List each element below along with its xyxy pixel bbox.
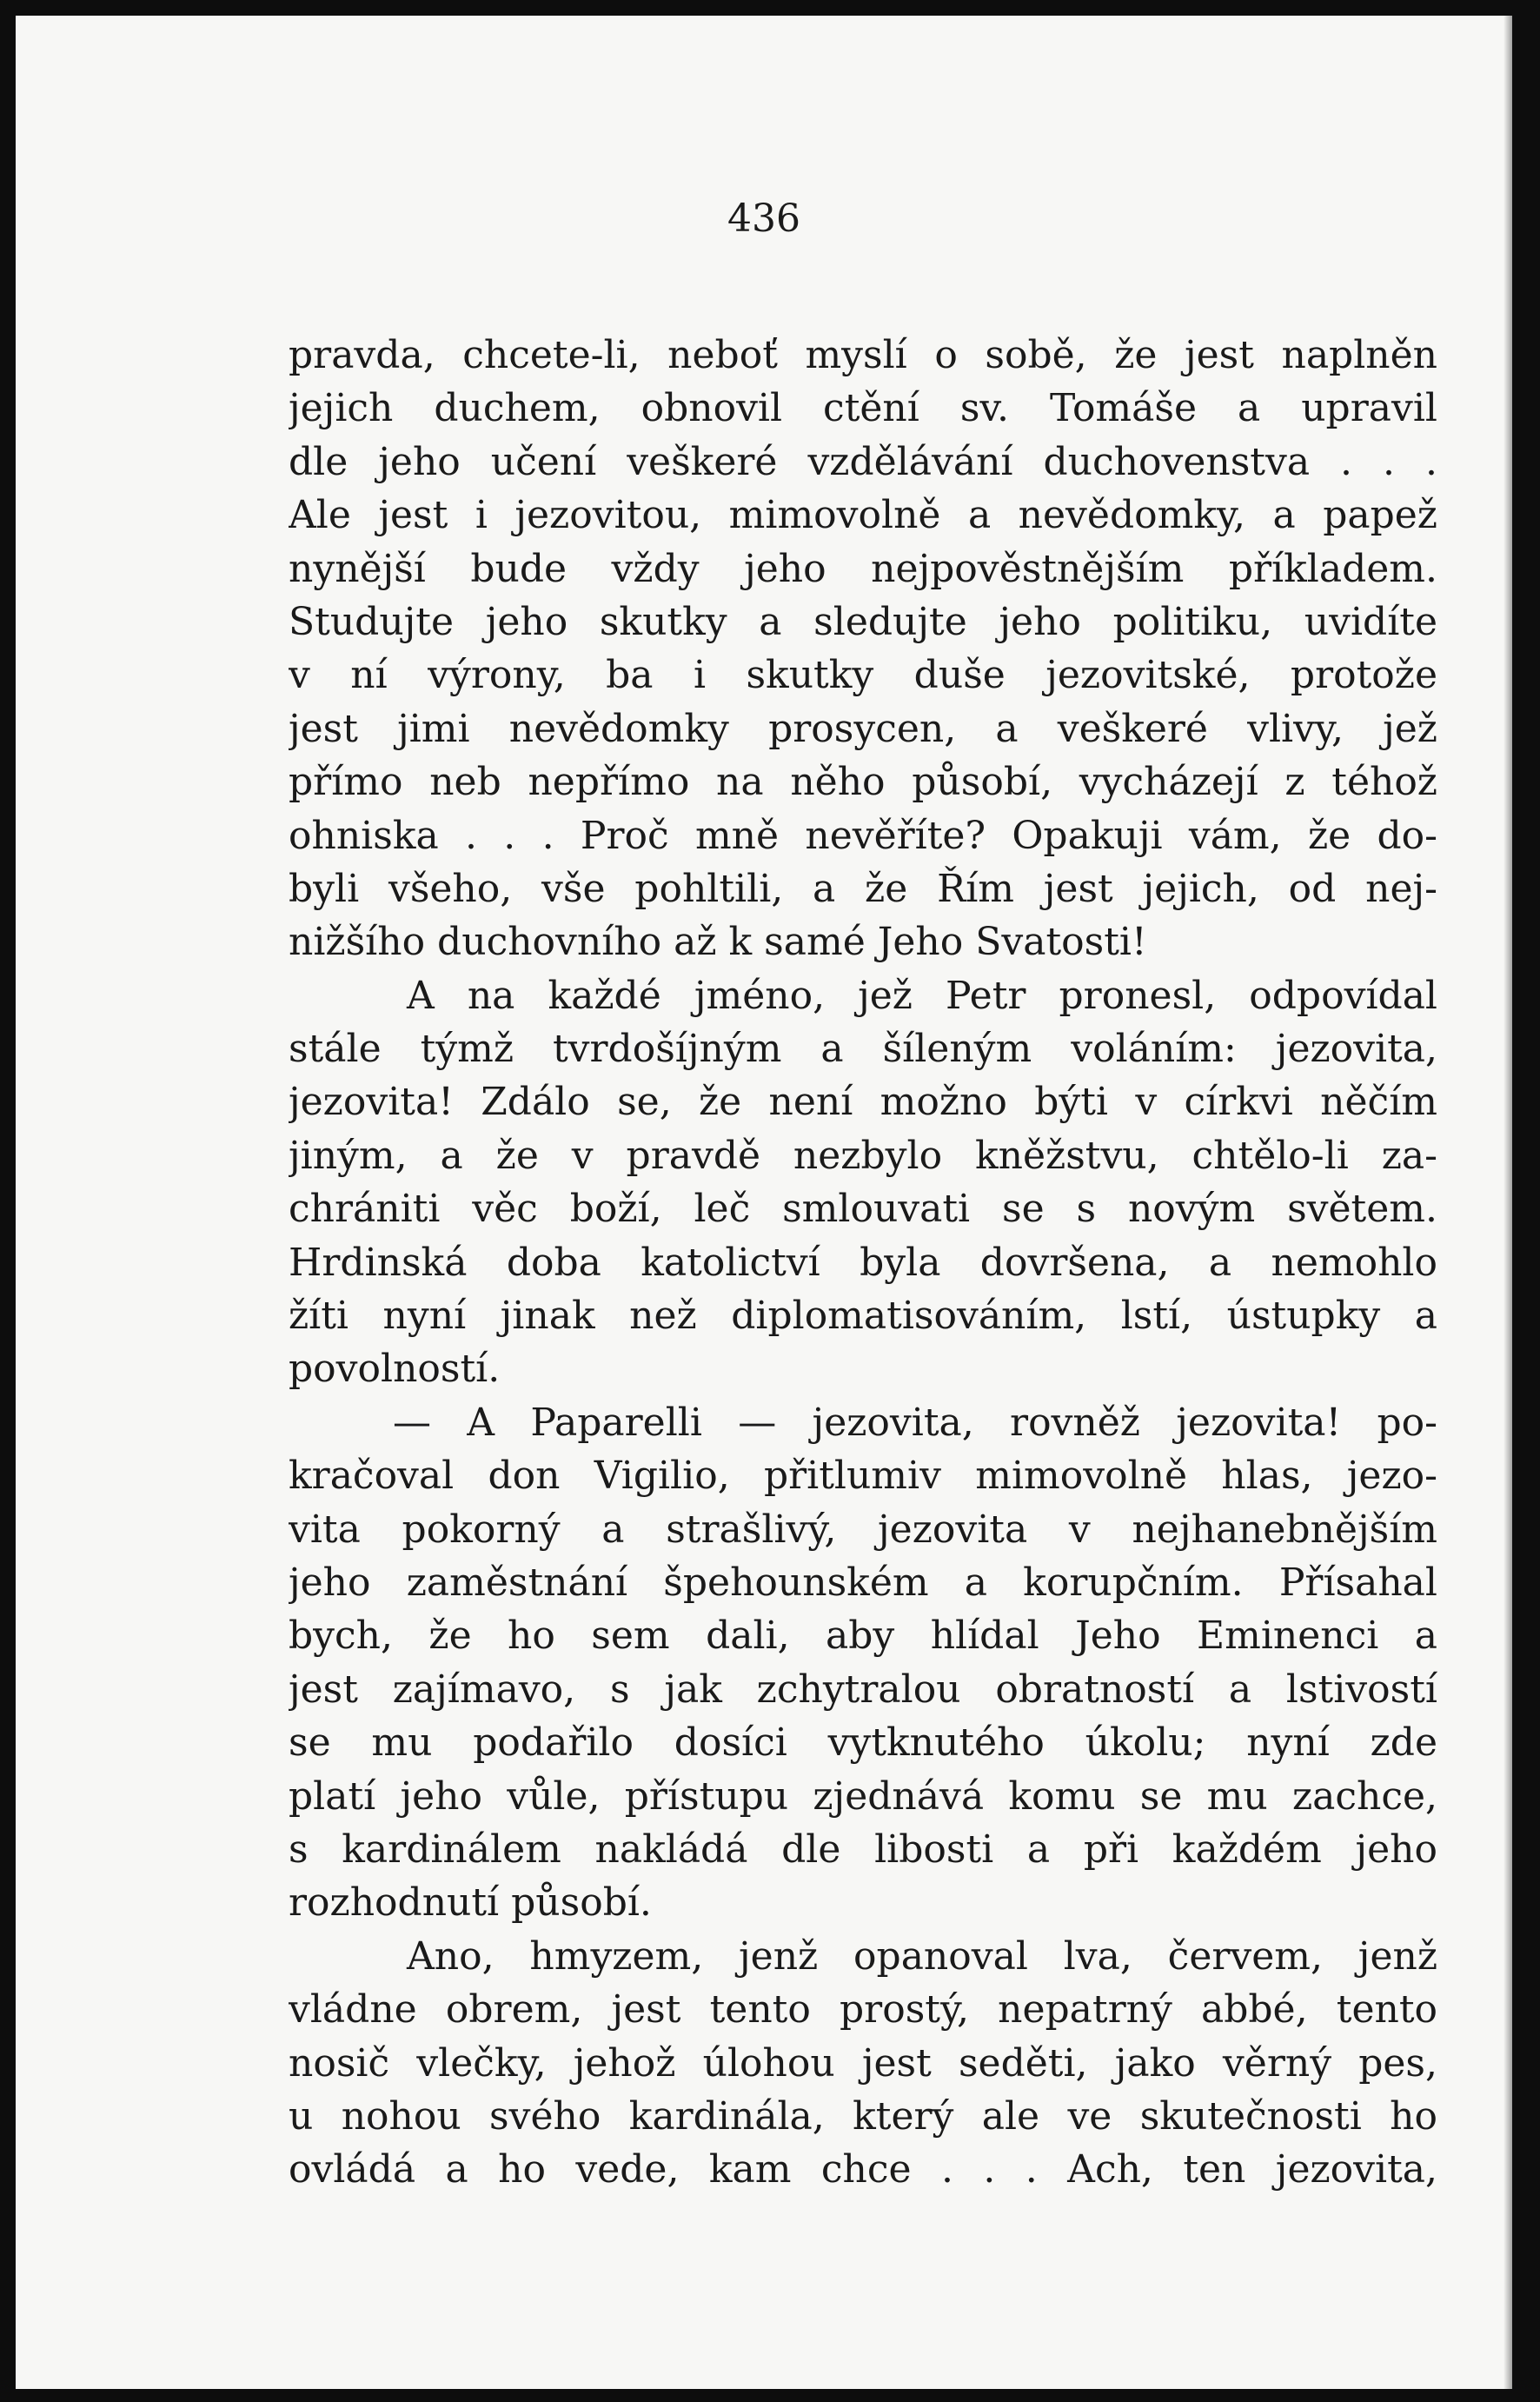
text-line: s kardinálem nakládá dle libosti a při každém jeho [289, 1826, 1437, 1872]
text-line: pravda, chcete-li, neboť myslí o sobě, že jest naplněn [289, 333, 1437, 377]
text-line: Studujte jeho skutky a sledujte jeho politiku, uvidíte [289, 599, 1437, 644]
text-line: kračoval don Vigilio, přitlumiv mimovolně hlas, jezo- [289, 1454, 1437, 1499]
text-line: žíti nyní jinak než diplomatisováním, lstí, ústupky a [289, 1294, 1437, 1339]
text-line: Hrdinská doba katolictví byla dovršena, a nemohlo [289, 1240, 1437, 1285]
text-line: bych, že ho sem dali, aby hlídal Jeho Eminenci a [289, 1614, 1437, 1659]
text-line: — A Paparelli — jezovita, rovněž jezovita! po- [393, 1400, 1437, 1445]
text-line: byli všeho, vše pohltili, a že Řím jest jejich, od nej- [289, 866, 1437, 911]
text-line: v ní výrony, ba i skutky duše jezovitské, protože [289, 653, 1437, 698]
text-line: A na každé jméno, jež Petr pronesl, odpovídal [407, 973, 1437, 1018]
text-line: ohniska . . . Proč mně nevěříte? Opakuji vám, že do- [289, 813, 1437, 858]
text-line: jest zajímavo, s jak zchytralou obratností a lstivostí [289, 1667, 1437, 1712]
text-line: rozhodnutí působí. [289, 1880, 652, 1926]
page-number: 436 [727, 196, 800, 241]
text-line: u nohou svého kardinála, který ale ve skutečnosti ho [289, 2093, 1437, 2139]
text-line: dle jeho učení veškeré vzdělávání duchovenstva . . . [289, 439, 1437, 484]
text-line: jejich duchem, obnovil ctění sv. Tomáše a upravil [289, 386, 1437, 431]
text-line: povolností. [289, 1347, 501, 1392]
text-line: nosič vlečky, jehož úlohou jest seděti, jako věrný pes, [289, 2040, 1437, 2086]
text-line: jiným, a že v pravdě nezbylo kněžstvu, chtělo-li za- [289, 1133, 1437, 1178]
book-page [16, 16, 1512, 2389]
text-line: přímo neb nepřímo na něho působí, vycházejí z téhož [289, 760, 1437, 805]
text-line: chrániti věc boží, leč smlouvati se s novým světem. [289, 1187, 1437, 1232]
text-line: platí jeho vůle, přístupu zjednává komu se mu zachce, [289, 1773, 1437, 1819]
text-line: nižšího duchovního až k samé Jeho Svatosti! [289, 920, 1147, 965]
text-line: Ano, hmyzem, jenž opanoval lva, červem, jenž [407, 1933, 1437, 1979]
body-text [289, 329, 1437, 2197]
text-line: se mu podařilo dosíci vytknutého úkolu; nyní zde [289, 1720, 1437, 1766]
text-line: nynější bude vždy jeho nejpověstnějším příkladem. [289, 546, 1437, 591]
text-line: stále týmž tvrdošíjným a šíleným voláním: jezovita, [289, 1027, 1437, 1072]
text-line: jezovita! Zdálo se, že není možno býti v církvi něčím [289, 1080, 1437, 1125]
text-line: jeho zaměstnání špehounském a korupčním. Přísahal [289, 1560, 1437, 1605]
text-line: vita pokorný a strašlivý, jezovita v nejhanebnějším [289, 1507, 1437, 1552]
text-line: ovládá a ho vede, kam chce . . . Ach, ten jezovita, [289, 2147, 1437, 2192]
text-line: jest jimi nevědomky prosycen, a veškeré vlivy, jež [289, 706, 1437, 751]
page-edge-shadow [1503, 16, 1512, 2389]
text-line: Ale jest i jezovitou, mimovolně a nevědomky, a papež [289, 493, 1437, 538]
text-line: vládne obrem, jest tento prostý, nepatrný abbé, tento [289, 1987, 1437, 2033]
